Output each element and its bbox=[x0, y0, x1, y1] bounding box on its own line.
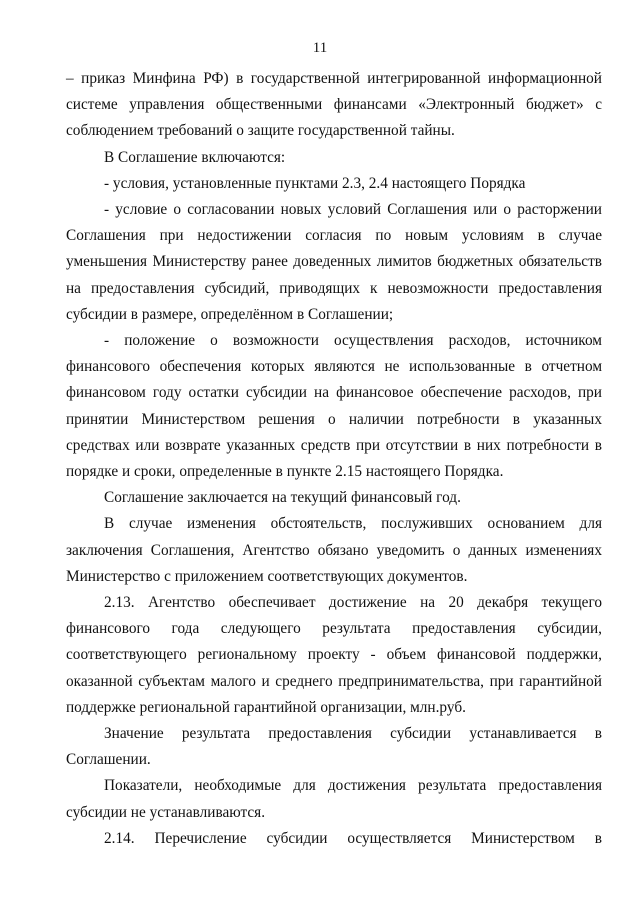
list-item-new-conditions: - условие о согласовании новых условий Соглашения или о расторжении Соглашения при недостижении согласия по новым условиям в случае уменьшения Министерству ранее доведенных лимитов бюджетных обязательств на предоставления субсидий, приводящих к невозможности предоставления субсидии в размере, определённом в Соглашении; bbox=[66, 201, 602, 323]
clause-2-14: 2.14. Перечисление субсидии осуществляется Министерством в bbox=[104, 829, 602, 847]
list-item-expenses-provision: - положение о возможности осуществления расходов, источником финансового обеспечения которых являются не использованные в отчетном финансовом году остатки субсидии на финансовое обеспечение расходов, при принятии Министерством решения о наличии потребности в указанных средствах или возврате указанных средств при отсутствии в них потребности в порядке и сроки, определенные в пункте 2.15 настоящего Порядка. bbox=[66, 332, 602, 481]
paragraph-circumstances-change: В случае изменения обстоятельств, послуживших основанием для заключения Соглашения, Агентство обязано уведомить о данных изменениях Министерство с приложением соответствующих документов. bbox=[66, 515, 602, 585]
paragraph-result-value: Значение результата предоставления субсидии устанавливается в Соглашении. bbox=[66, 725, 602, 769]
page-number: 11 bbox=[312, 40, 328, 56]
paragraph-indicators: Показатели, необходимые для достижения результата предоставления субсидии не устанавливаются. bbox=[66, 777, 602, 821]
list-item-conditions: - условия, установленные пунктами 2.3, 2.4 настоящего Порядка bbox=[104, 174, 526, 192]
clause-2-13: 2.13. Агентство обеспечивает достижение на 20 декабря текущего финансового года следующего результата предоставления субсидии, соответствующего региональному проекту - объем финансовой поддержки, оказанной субъектам малого и среднего предпринимательства, при гарантийной поддержке региональной гарантийной организации, млн.руб. bbox=[66, 594, 602, 716]
paragraph-agreement-includes: В Соглашение включаются: bbox=[104, 148, 286, 166]
document-body bbox=[66, 66, 602, 852]
paragraph-continuation: – приказ Минфина РФ) в государственной интегрированной информационной системе управления общественными финансами «Электронный бюджет» с соблюдением требований о защите государственной тайны. bbox=[66, 70, 602, 140]
paragraph-agreement-term: Соглашение заключается на текущий финансовый год. bbox=[104, 489, 461, 507]
